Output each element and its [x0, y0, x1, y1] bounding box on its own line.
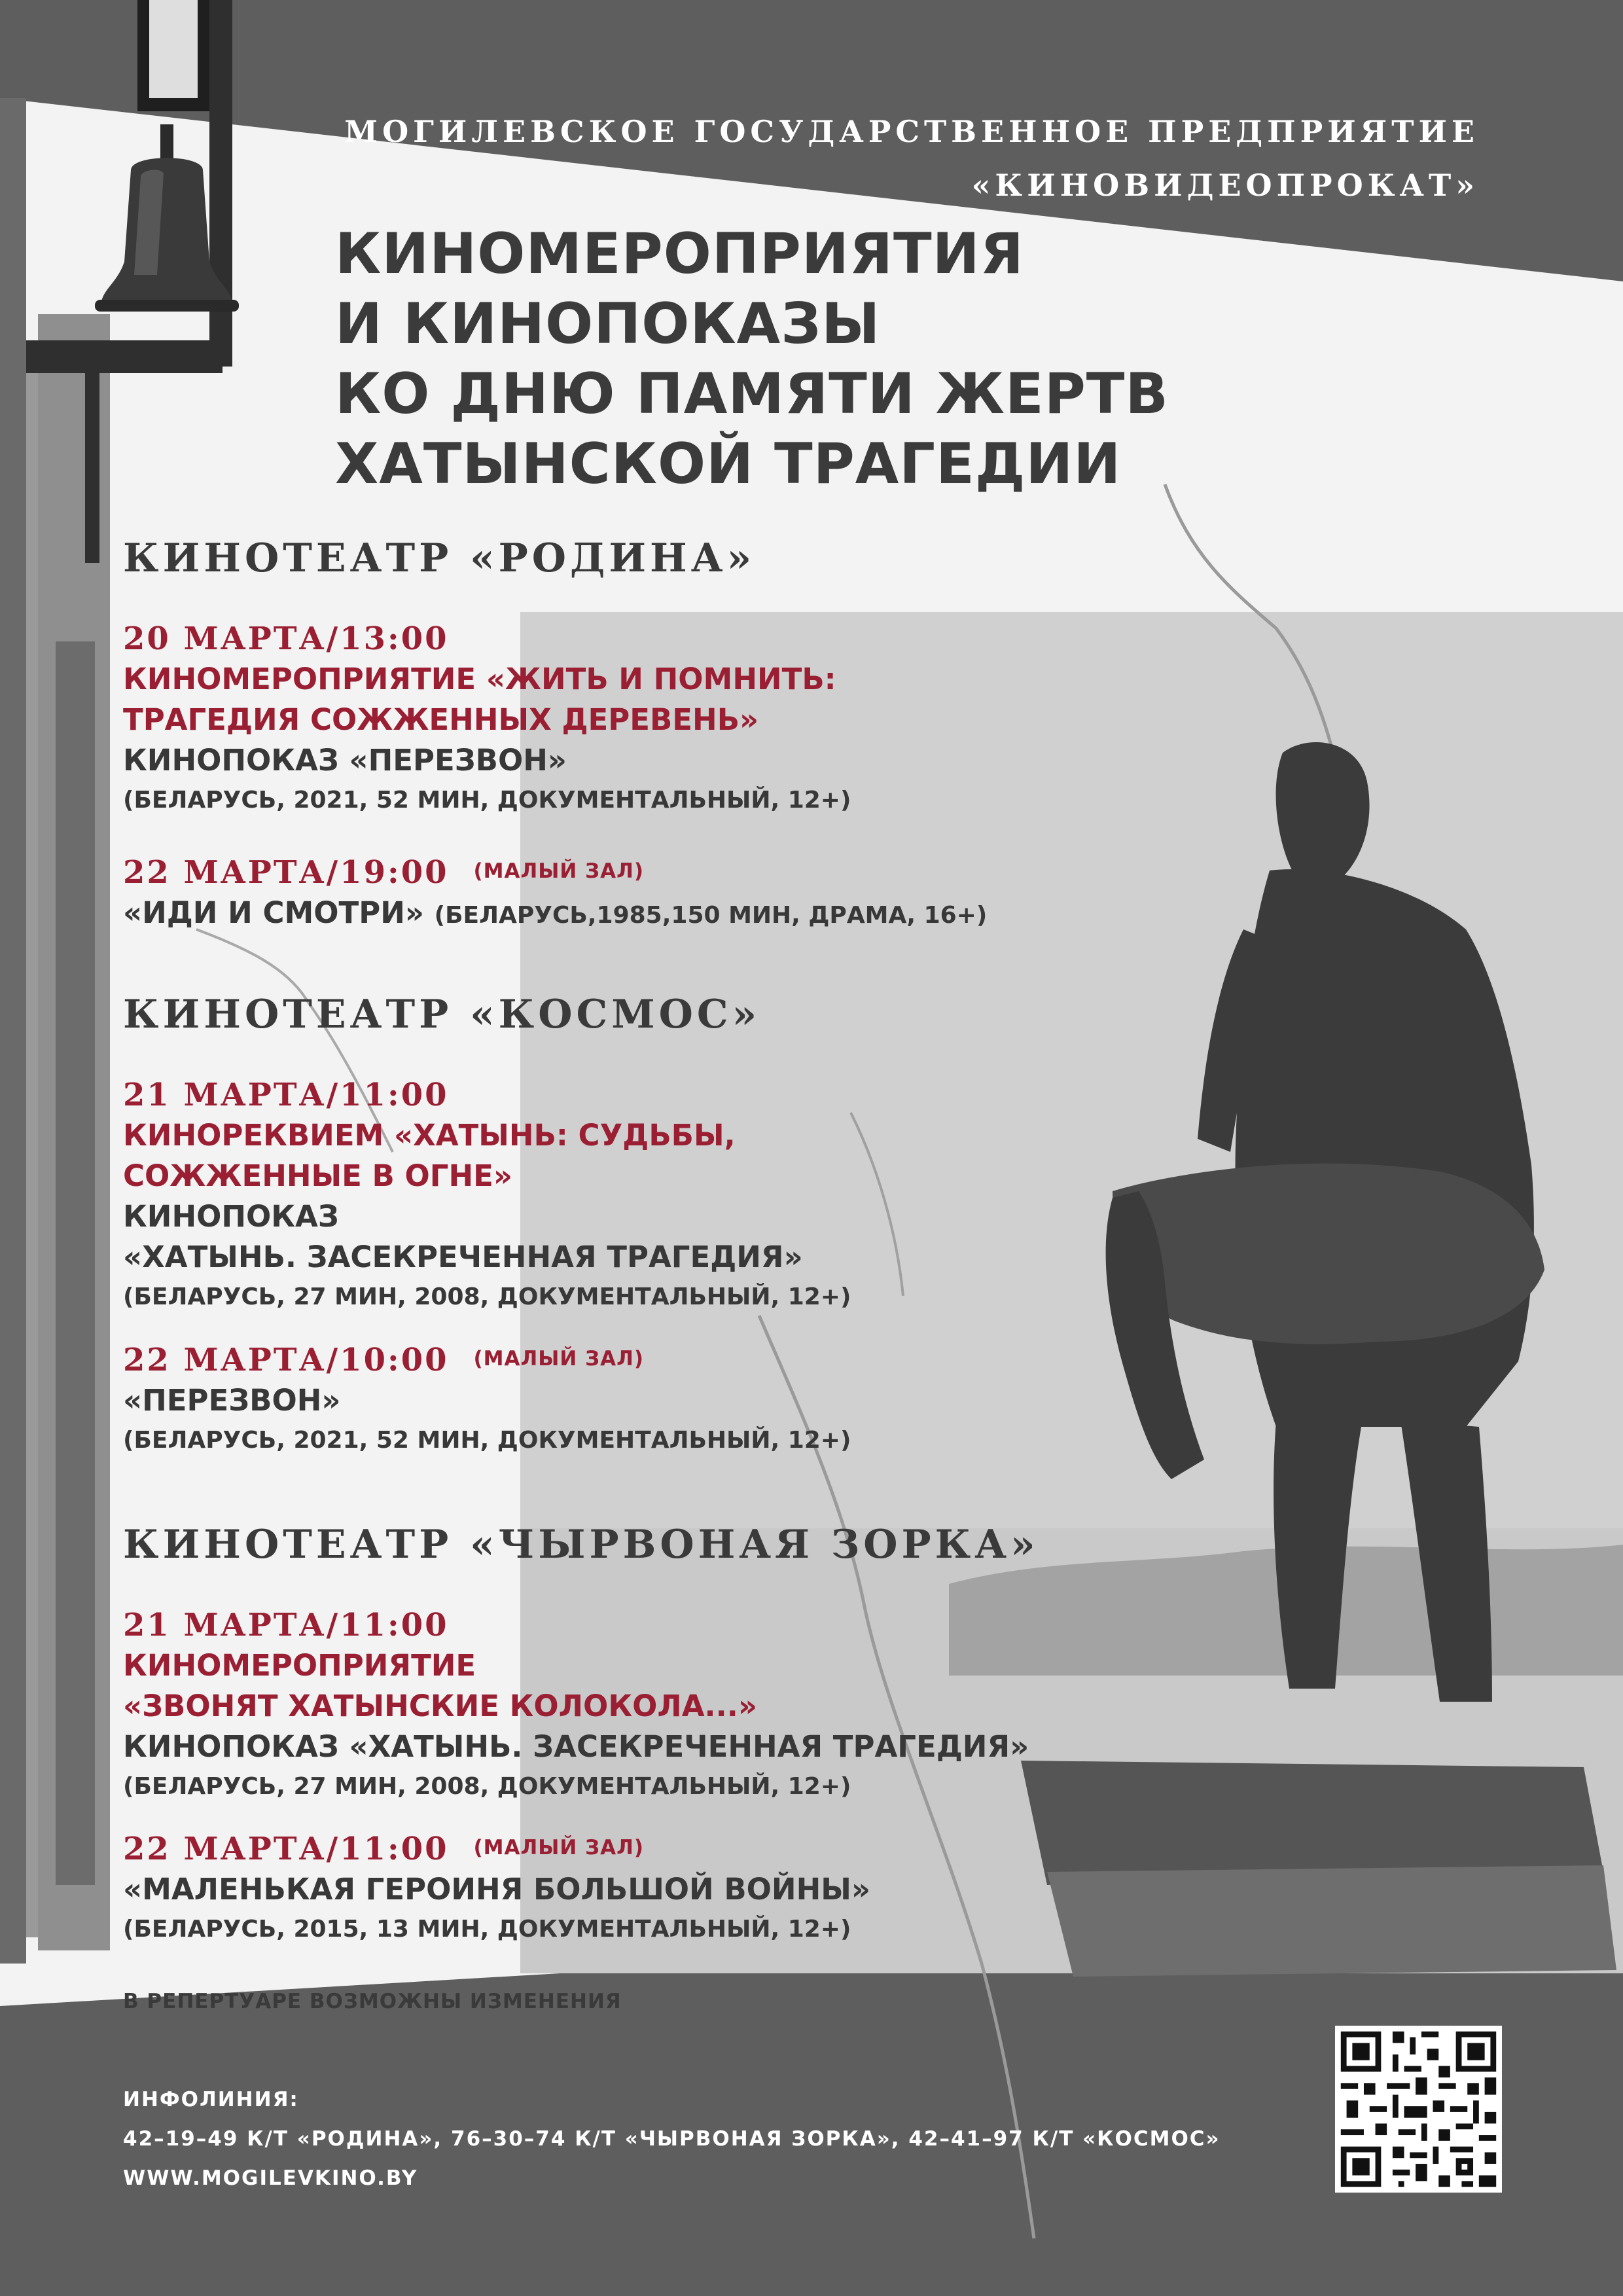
event-zorka-2 [123, 1827, 870, 1949]
venue-heading-kosmos: КИНОТЕАТР «КОСМОС» [123, 992, 761, 1037]
screening-title: «МАЛЕНЬКАЯ ГЕРОИНЯ БОЛЬШОЙ ВОЙНЫ» [123, 1872, 870, 1907]
title-line: И КИНОПОКАЗЫ [335, 291, 881, 357]
event-date: 21 МАРТА/11:00 [123, 1077, 449, 1113]
screening-title: «ИДИ И СМОТРИ» [123, 895, 424, 930]
event-date: 22 МАРТА/10:00 [123, 1342, 449, 1378]
event-title: ТРАГЕДИЯ СОЖЖЕННЫХ ДЕРЕВЕНЬ» [123, 702, 759, 737]
event-title: КИНОМЕРОПРИЯТИЕ «ЖИТЬ И ПОМНИТЬ: [123, 662, 836, 696]
film-info: (БЕЛАРУСЬ, 2021, 52 МИН, ДОКУМЕНТАЛЬНЫЙ, 12+) [123, 787, 851, 814]
screening-title: КИНОПОКАЗ «ПЕРЕЗВОН» [123, 743, 567, 778]
film-info: (БЕЛАРУСЬ, 2021, 52 МИН, ДОКУМЕНТАЛЬНЫЙ, 12+) [123, 1427, 851, 1454]
event-date: 22 МАРТА/19:00 [123, 854, 449, 891]
organization-header [344, 105, 1479, 212]
film-info: (БЕЛАРУСЬ,1985,150 МИН, ДРАМА, 16+) [434, 902, 988, 929]
hall-label: (МАЛЫЙ ЗАЛ) [473, 859, 645, 883]
event-zorka-1 [123, 1605, 1029, 1806]
venue-heading-chyrvonaya-zorka: КИНОТЕАТР «ЧЫРВОНАЯ ЗОРКА» [123, 1522, 1039, 1568]
event-rodina-2 [123, 851, 987, 936]
title-line: КО ДНЮ ПАМЯТИ ЖЕРТВ [335, 361, 1169, 427]
organization-brand: «КИНОВИДЕОПРОКАТ» [971, 168, 1479, 203]
screening-title: КИНОПОКАЗ «ХАТЫНЬ. ЗАСЕКРЕЧЕННАЯ ТРАГЕДИЯ» [123, 1729, 1029, 1764]
hall-label: (МАЛЫЙ ЗАЛ) [473, 1347, 645, 1371]
website-link[interactable]: WWW.MOGILEVKINO.BY [123, 2166, 418, 2190]
page-title [335, 219, 1169, 499]
hall-label: (МАЛЫЙ ЗАЛ) [473, 1836, 645, 1859]
event-title: «ЗВОНЯТ ХАТЫНСКИЕ КОЛОКОЛА...» [123, 1689, 757, 1723]
repertoire-note: В РЕПЕРТУАРЕ ВОЗМОЖНЫ ИЗМЕНЕНИЯ [123, 1990, 622, 2013]
event-title: КИНОРЕКВИЕМ «ХАТЫНЬ: СУДЬБЫ, [123, 1118, 736, 1153]
event-date: 22 МАРТА/11:00 [123, 1831, 449, 1867]
film-info: (БЕЛАРУСЬ, 27 МИН, 2008, ДОКУМЕНТАЛЬНЫЙ, 12+) [123, 1773, 851, 1800]
event-kosmos-2 [123, 1338, 851, 1460]
infoline-label: ИНФОЛИНИЯ: [123, 2088, 299, 2111]
infoline-phones: 42–19–49 К/Т «РОДИНА», 76–30–74 К/Т «ЧЫРВОНАЯ ЗОРКА», 42–41–97 К/Т «КОСМОС» [123, 2127, 1221, 2151]
organization-name: МОГИЛЕВСКОЕ ГОСУДАРСТВЕННОЕ ПРЕДПРИЯТИЕ [344, 114, 1479, 149]
title-line: ХАТЫНСКОЙ ТРАГЕДИИ [335, 431, 1122, 497]
screening-title: КИНОПОКАЗ [123, 1199, 339, 1234]
event-date: 20 МАРТА/13:00 [123, 620, 449, 657]
film-info: (БЕЛАРУСЬ, 2015, 13 МИН, ДОКУМЕНТАЛЬНЫЙ, 12+) [123, 1916, 851, 1943]
title-line: КИНОМЕРОПРИЯТИЯ [335, 221, 1024, 287]
screening-title: «ПЕРЕЗВОН» [123, 1383, 341, 1418]
film-info: (БЕЛАРУСЬ, 27 МИН, 2008, ДОКУМЕНТАЛЬНЫЙ, 12+) [123, 1283, 851, 1310]
event-title: СОЖЖЕННЫЕ В ОГНЕ» [123, 1158, 512, 1193]
venue-heading-rodina: КИНОТЕАТР «РОДИНА» [123, 535, 756, 581]
event-title: КИНОМЕРОПРИЯТИЕ [123, 1648, 476, 1683]
qr-code-icon[interactable] [1335, 2026, 1502, 2193]
event-kosmos-1 [123, 1075, 851, 1317]
event-date: 21 МАРТА/11:00 [123, 1607, 449, 1643]
screening-title: «ХАТЫНЬ. ЗАСЕКРЕЧЕННАЯ ТРАГЕДИЯ» [123, 1240, 803, 1274]
event-rodina-1 [123, 619, 851, 820]
